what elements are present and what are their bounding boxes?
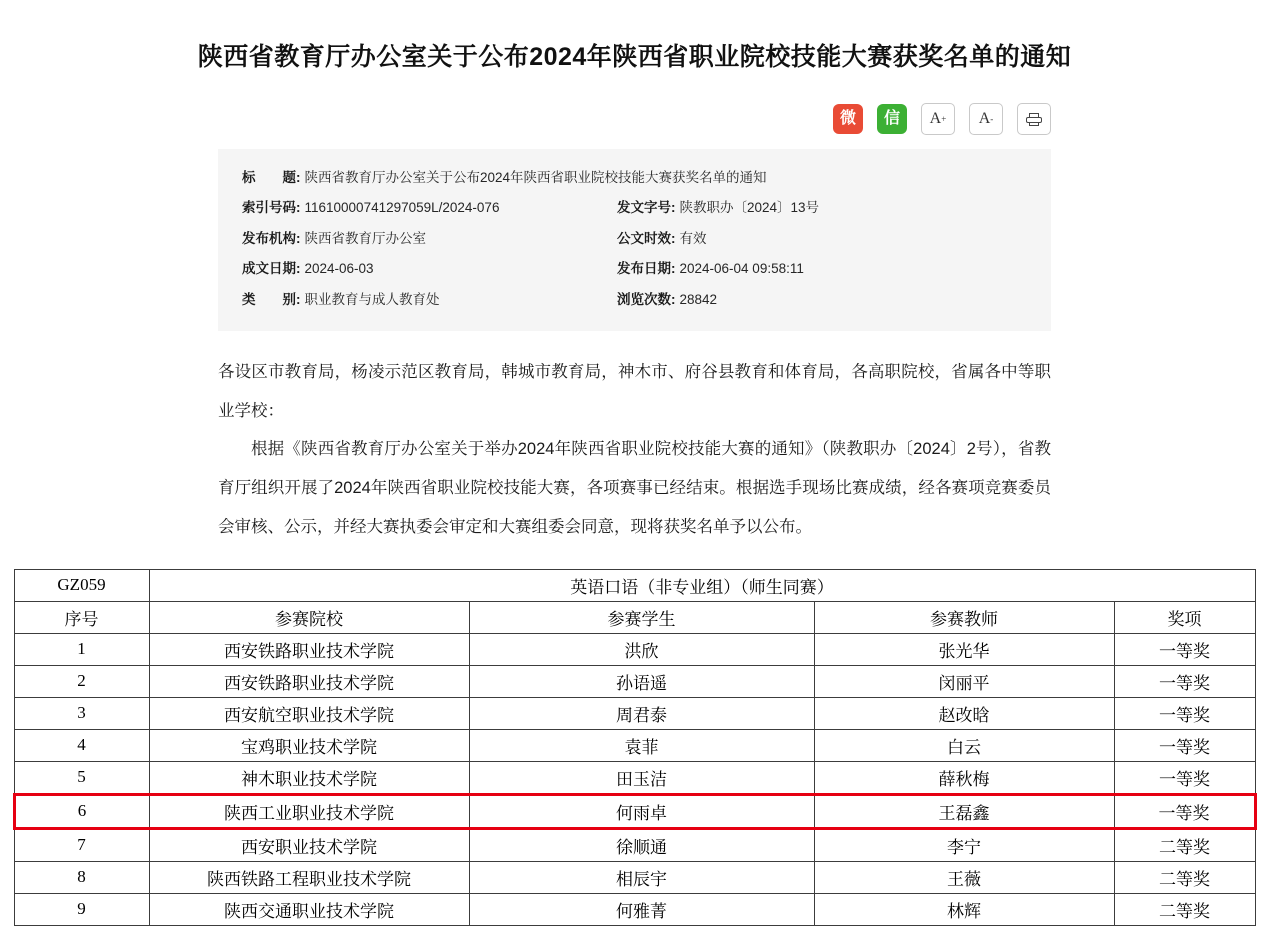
cell-student: 何雅菁	[469, 893, 814, 925]
column-header-student: 参赛学生	[469, 601, 814, 633]
award-list-table	[13, 569, 1257, 926]
cell-student: 周君泰	[469, 697, 814, 729]
table-row-highlighted	[14, 794, 1255, 828]
cell-no: 4	[14, 729, 149, 761]
cell-award: 一等奖	[1114, 665, 1255, 697]
metadata-title-cell	[242, 163, 1027, 193]
cell-student: 洪欣	[469, 633, 814, 665]
metadata-value: 11610000741297059L/2024-076	[304, 200, 500, 216]
cell-award: 二等奖	[1114, 828, 1255, 861]
cell-student: 田玉洁	[469, 761, 814, 794]
table-row	[14, 697, 1255, 729]
cell-teacher: 闵丽平	[814, 665, 1114, 697]
body-paragraph-main: 根据《陕西省教育厅办公室关于举办2024年陕西省职业院校技能大赛的通知》（陕教职办〔2024〕2号），省教育厅组织开展了2024年陕西省职业院校技能大赛，各项赛事已经结束。根据选手现场比赛成绩，经各赛项竞赛委员会审核、公示，并经大赛执委会审定和大赛组委会同意，现将获奖名单予以公布。	[218, 440, 1051, 536]
font-decrease-label: A	[978, 110, 991, 127]
body-paragraph-recipients: 各设区市教育局，杨凌示范区教育局，韩城市教育局，神木市、府谷县教育和体育局，各高职院校，省属各中等职业学校：	[218, 362, 1051, 420]
font-decrease-sup: -	[990, 113, 994, 124]
cell-award: 一等奖	[1114, 633, 1255, 665]
cell-teacher: 白云	[814, 729, 1114, 761]
cell-school: 陕西交通职业技术学院	[149, 893, 469, 925]
cell-award: 二等奖	[1114, 861, 1255, 893]
metadata-value: 28842	[679, 291, 718, 307]
cell-student: 袁菲	[469, 729, 814, 761]
wechat-share-icon[interactable]	[877, 104, 907, 134]
printer-icon	[1026, 113, 1042, 126]
cell-school: 西安铁路职业技术学院	[149, 633, 469, 665]
metadata-publisher-cell	[242, 224, 617, 254]
table-row	[14, 828, 1255, 861]
cell-no: 6	[14, 794, 149, 828]
cell-school: 陕西铁路工程职业技术学院	[149, 861, 469, 893]
cell-student: 相辰宇	[469, 861, 814, 893]
font-increase-label: A	[929, 110, 942, 127]
cell-teacher: 赵改晗	[814, 697, 1114, 729]
cell-school: 陕西工业职业技术学院	[149, 794, 469, 828]
cell-school: 西安铁路职业技术学院	[149, 665, 469, 697]
page-title: 陕西省教育厅办公室关于公布2024年陕西省职业院校技能大赛获奖名单的通知	[197, 43, 1072, 71]
column-header-school: 参赛院校	[149, 601, 469, 633]
cell-award: 一等奖	[1114, 794, 1255, 828]
column-header-teacher: 参赛教师	[814, 601, 1114, 633]
wechat-share-label: 信	[883, 110, 900, 127]
font-increase-sup: +	[941, 113, 947, 124]
metadata-row	[242, 254, 1027, 284]
metadata-value: 陕西省教育厅办公室关于公布2024年陕西省职业院校技能大赛获奖名单的通知	[304, 170, 767, 185]
metadata-label: 发布日期:	[617, 261, 676, 277]
cell-teacher: 王薇	[814, 861, 1114, 893]
weibo-share-label: 微	[839, 110, 856, 127]
table-row	[14, 893, 1255, 925]
cell-award: 一等奖	[1114, 729, 1255, 761]
metadata-label: 成文日期:	[242, 261, 301, 277]
event-code-cell: GZ059	[14, 569, 149, 601]
table-row	[14, 761, 1255, 794]
cell-award: 二等奖	[1114, 893, 1255, 925]
cell-teacher: 薛秋梅	[814, 761, 1114, 794]
metadata-row	[242, 285, 1027, 315]
column-header-award: 奖项	[1114, 601, 1255, 633]
table-row	[14, 633, 1255, 665]
table-row	[14, 729, 1255, 761]
metadata-row	[242, 193, 1027, 223]
cell-student: 孙语遥	[469, 665, 814, 697]
cell-no: 8	[14, 861, 149, 893]
metadata-label: 索引号码:	[242, 200, 301, 216]
cell-student: 何雨卓	[469, 794, 814, 828]
cell-school: 西安航空职业技术学院	[149, 697, 469, 729]
cell-school: 西安职业技术学院	[149, 828, 469, 861]
table-row	[14, 861, 1255, 893]
metadata-label: 类 别:	[242, 291, 301, 307]
cell-no: 7	[14, 828, 149, 861]
cell-award: 一等奖	[1114, 697, 1255, 729]
metadata-value: 陕西省教育厅办公室	[304, 230, 426, 246]
metadata-label: 发布机构:	[242, 230, 301, 246]
metadata-viewcount-cell	[617, 285, 717, 315]
cell-school: 神木职业技术学院	[149, 761, 469, 794]
metadata-value: 2024-06-04 09:58:11	[679, 261, 804, 277]
cell-teacher: 张光华	[814, 633, 1114, 665]
event-name-cell: 英语口语（非专业组）（师生同赛）	[149, 569, 1255, 601]
cell-no: 1	[14, 633, 149, 665]
metadata-label: 浏览次数:	[617, 291, 676, 307]
cell-no: 5	[14, 761, 149, 794]
metadata-value: 2024-06-03	[304, 261, 374, 277]
column-header-no: 序号	[14, 601, 149, 633]
metadata-label: 标 题:	[242, 170, 301, 185]
metadata-index-cell	[242, 193, 617, 223]
metadata-label: 公文时效:	[617, 230, 676, 246]
metadata-value: 职业教育与成人教育处	[304, 291, 440, 307]
font-decrease-button[interactable]	[969, 103, 1003, 135]
metadata-category-cell	[242, 285, 617, 315]
table-header-row	[14, 601, 1255, 633]
cell-student: 徐顺通	[469, 828, 814, 861]
metadata-row	[242, 224, 1027, 254]
table-event-row	[14, 569, 1255, 601]
metadata-row	[242, 163, 1027, 193]
cell-no: 2	[14, 665, 149, 697]
table-row	[14, 665, 1255, 697]
metadata-docnumber-cell	[617, 193, 819, 223]
metadata-written-date-cell	[242, 254, 617, 284]
cell-no: 9	[14, 893, 149, 925]
metadata-value: 陕教职办〔2024〕13号	[679, 200, 820, 216]
document-metadata-panel	[218, 149, 1051, 331]
share-toolbar	[0, 75, 1269, 135]
print-button[interactable]	[1017, 103, 1051, 135]
cell-teacher: 王磊鑫	[814, 794, 1114, 828]
cell-no: 3	[14, 697, 149, 729]
cell-award: 一等奖	[1114, 761, 1255, 794]
cell-teacher: 李宁	[814, 828, 1114, 861]
document-body	[218, 353, 1051, 547]
metadata-publish-date-cell	[617, 254, 804, 284]
weibo-share-icon[interactable]	[833, 104, 863, 134]
cell-teacher: 林辉	[814, 893, 1114, 925]
metadata-value: 有效	[679, 230, 707, 246]
metadata-label: 发文字号:	[617, 200, 676, 216]
metadata-validity-cell	[617, 224, 707, 254]
cell-school: 宝鸡职业技术学院	[149, 729, 469, 761]
font-increase-button[interactable]	[921, 103, 955, 135]
